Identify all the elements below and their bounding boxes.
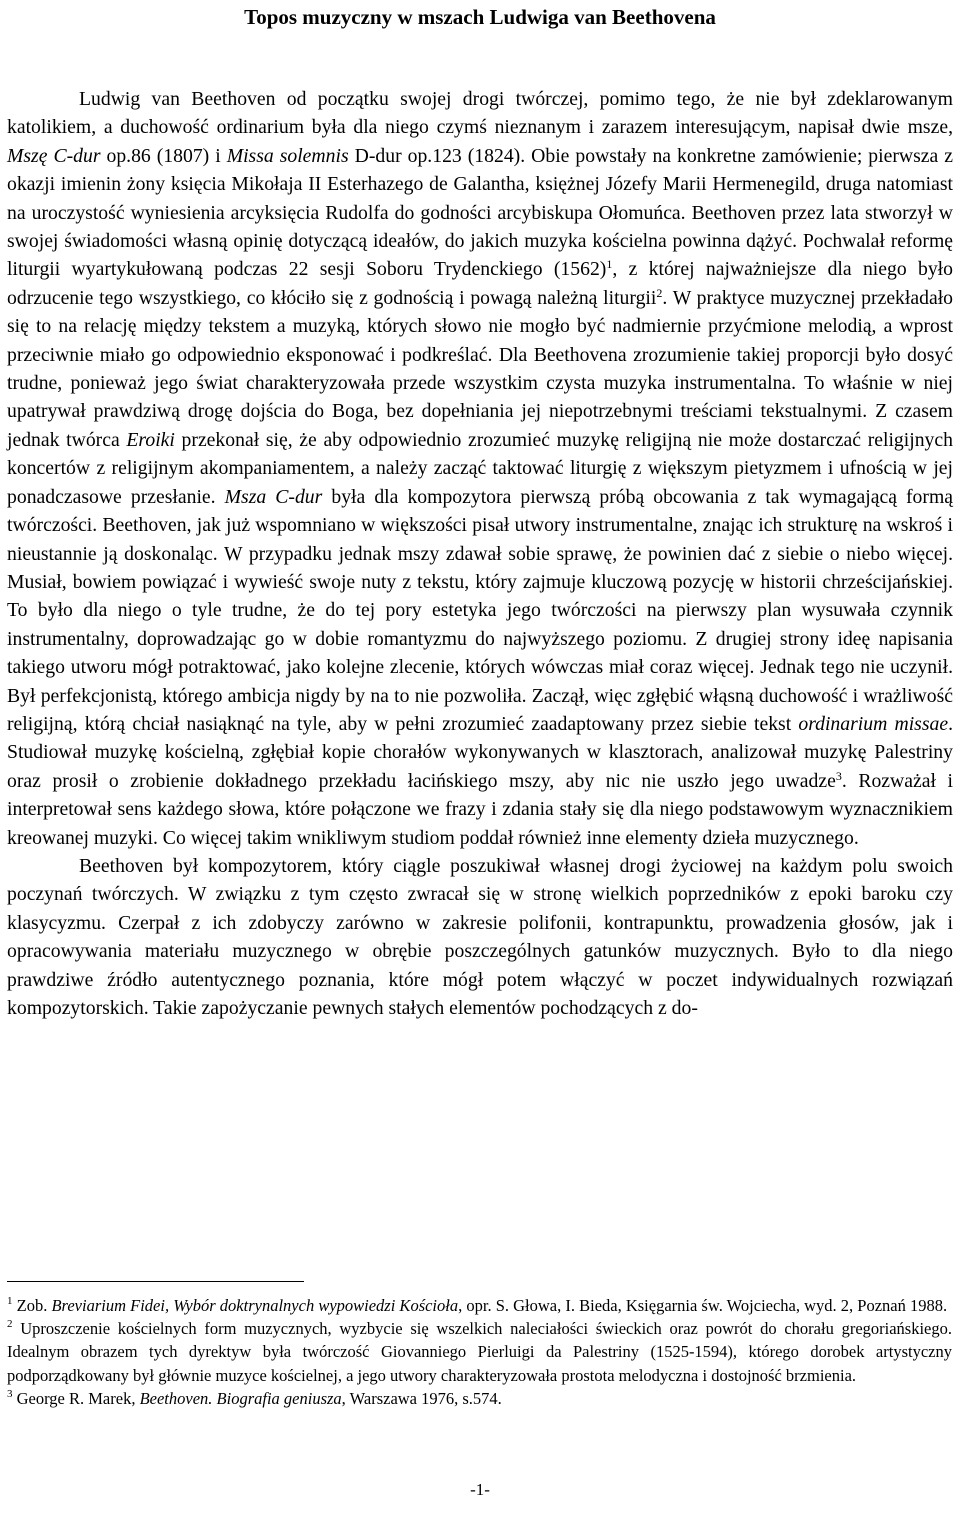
- document-body: [7, 85, 953, 1022]
- footnotes: [7, 1281, 952, 1410]
- footnote-ref-2[interactable]: 2: [656, 285, 663, 300]
- text-run: była dla kompozytora pierwszą próbą obcowania z tak wymagającą formą twórczości. Beethoven, jak już wspomniano w większości pisał utwory instrumentalne, znając ich strukturę na wskroś i nieustannie ją doskonaląc. W przypadku jednak mszy zdawał sobie sprawę, że powinien dać z siebie o niebo więcej. Musiał, bowiem powiązać i wywieść swoje nuty z tekstu, który zajmuje kluczową pozycję w historii chrześcijańskiej. To było dla niego o tyle trudne, że do tej pory estetyka jego twórczości na pierwszy plan wysuwała czynnik instrumentalny, doprowadzając go w dobie romantyzmu do najwyższego poziomu. Z drugiej strony ideę napisania takiego utworu mógł potraktować, jako kolejne zlecenie, których wówczas miał coraz więcej. Jednak tego nie uczynił. Był perfekcjonistą, którego ambicja nigdy by na to nie pozwoliła. Zaczął, więc zgłębić włąsną duchowość i wrażliwość religijną, którą chciał nasiąknąć na tyle, aby w pełni zrozumieć zaadaptowany przez siebie tekst: [7, 485, 953, 735]
- footnote-divider: [7, 1281, 304, 1282]
- work-title-missa-solemnis: Missa solemnis: [226, 144, 349, 167]
- text-run: . W praktyce muzycznej przekładało się to na relację między tekstem a muzyką, których słowo nie mogło być nadmiernie przyćmione melodią, a wprost przeciwnie miało go odpowiednio eksponować i podkreślać. Dla Beethovena zrozumienie takiej proporcji było dosyć trudne, ponieważ jego świat charakteryzowała przede wszystkim czysta muzyka instrumentalna. To właśnie w niej upatrywał prawdziwą drogę dojścia do Boga, bez dopełniania jej niepotrzebnymi treściami tekstualnymi. Z czasem jednak twórca: [7, 286, 954, 451]
- text-run: George R. Marek,: [16, 1388, 140, 1408]
- page-number: -1-: [470, 1480, 490, 1499]
- text-run: , opr. S. Głowa, I. Bieda, Księgarnia św. Wojciecha, wyd. 2, Poznań 1988.: [458, 1296, 948, 1315]
- text-run: op.86 (1807) i: [100, 144, 227, 167]
- footnote-1: [7, 1294, 952, 1317]
- text-run: przekonał się, że aby odpowiednio zrozumieć muzykę religijną nie może dostarczać religijnych koncertów z religijnym akompaniamentem, a należy zacząć taktować liturgię z większym pietyzmem i ufnością w jej ponadczasowe przesłanie.: [7, 428, 953, 508]
- text-run: Zob.: [16, 1296, 52, 1315]
- cited-title: Beethoven. Biografia geniusza: [139, 1388, 342, 1408]
- text-run: . Rozważał i interpretował sens każdego słowa, które połączone we frazy i zdania stały się dla niego podstawowym wyznacznikiem kreowanej muzyki. Co więcej takim wnikliwym studiom poddał również inne elementy dzieła muzycznego.: [7, 769, 953, 849]
- text-run: D-dur op.123 (1824). Obie powstały na konkretne zamówienie; pierwsza z okazji imienin żony księcia Mikołaja II Esterhazego de Galantha, księżnej Józefy Marii Hermenegild, druga natomiast na uroczystość wyniesienia arcyksięcia Rudolfa do godności arcybiskupa Ołomuńca. Beethoven przez lata stworzył w swojej świadomości własną opinię dotyczącą ideałów, do jakich muzyka kościelna powinna dążyć. Pochwalał reformę liturgii wyartykułowaną podczas 22 sesji Soboru Trydenckiego (1562): [7, 144, 953, 281]
- text-run: , z której najważniejsze dla niego było odrzucenie tego wszystkiego, co kłóciło się z godnością i powagą należną liturgii: [7, 258, 953, 309]
- footnote-number: 2: [7, 1318, 13, 1331]
- text-run: . Studiował muzykę kościelną, zgłębiał kopie chorałów wykonywanych w klasztorach, analizował muzykę Palestriny oraz prosił o zrobienie dokładnego przekładu łacińskiego mszy, aby nic nie uszło jego uwadze: [7, 712, 953, 792]
- paragraph-1: [7, 85, 953, 852]
- text-run: Ludwig van Beethoven od początku swojej drogi twórczej, pomimo tego, że nie był zdeklarowanym katolikiem, a duchowość ordinarium była dla niego czymś nieznanym i zarazem interesującym, napisał dwie msze,: [7, 88, 953, 139]
- footnote-3: [7, 1387, 952, 1410]
- footnote-ref-3[interactable]: 3: [835, 768, 842, 783]
- paragraph-2: Beethoven był kompozytorem, który ciągle poszukiwał własnej drogi życiowej na każdym polu swoich poczynań twórczych. W związku z tym często zwracał się w stronę wielkich poprzedników z epoki baroku czy klasycyzmu. Czerpał z ich zdobyczy zarówno w zakresie polifonii, kontrapunktu, prowadzenia głosów, jak i opracowywania materiału muzycznego w obrębie poszczególnych gatunków muzycznych. Było to dla niego prawdziwe źródło autentycznego poznania, które mógł potem włączyć w poczet indywidualnych rozwiązań kompozytorskich. Takie zapożyczanie pewnych stałych elementów pochodzących z do-: [7, 854, 953, 1019]
- text-run: , Warszawa 1976, s.574.: [341, 1388, 502, 1408]
- footnote-ref-1[interactable]: 1: [606, 257, 613, 272]
- work-title-msza-c-dur: Mszę C-dur: [7, 144, 101, 167]
- term-ordinarium-missae: ordinarium missae: [798, 712, 949, 735]
- work-title-eroika: Eroiki: [126, 428, 175, 451]
- footnote-number: 1: [7, 1295, 13, 1307]
- footnote-number: 3: [7, 1387, 13, 1400]
- work-title-msza-c-dur-2: Msza C-dur: [224, 485, 323, 508]
- footnote-2: [7, 1317, 952, 1387]
- page-title: Topos muzyczny w mszach Ludwiga van Beethovena: [244, 5, 716, 29]
- cited-title: Breviarium Fidei, Wybór doktrynalnych wypowiedzi Kościoła: [51, 1296, 459, 1315]
- text-run: Uproszczenie kościelnych form muzycznych, wyzbycie się wszelkich naleciałości świeckich oraz powrót do chorału gregoriańskiego. Idealnym obrazem tych dyrektyw była twórczość Giovanniego Pierluigi da Palestriny (1525-1594), którego dorobek artystyczny podporządkowany był głównie muzyce kościelnej, a jego utwory charakteryzowała prostota melodyczna i dostojność brzmienia.: [7, 1319, 952, 1385]
